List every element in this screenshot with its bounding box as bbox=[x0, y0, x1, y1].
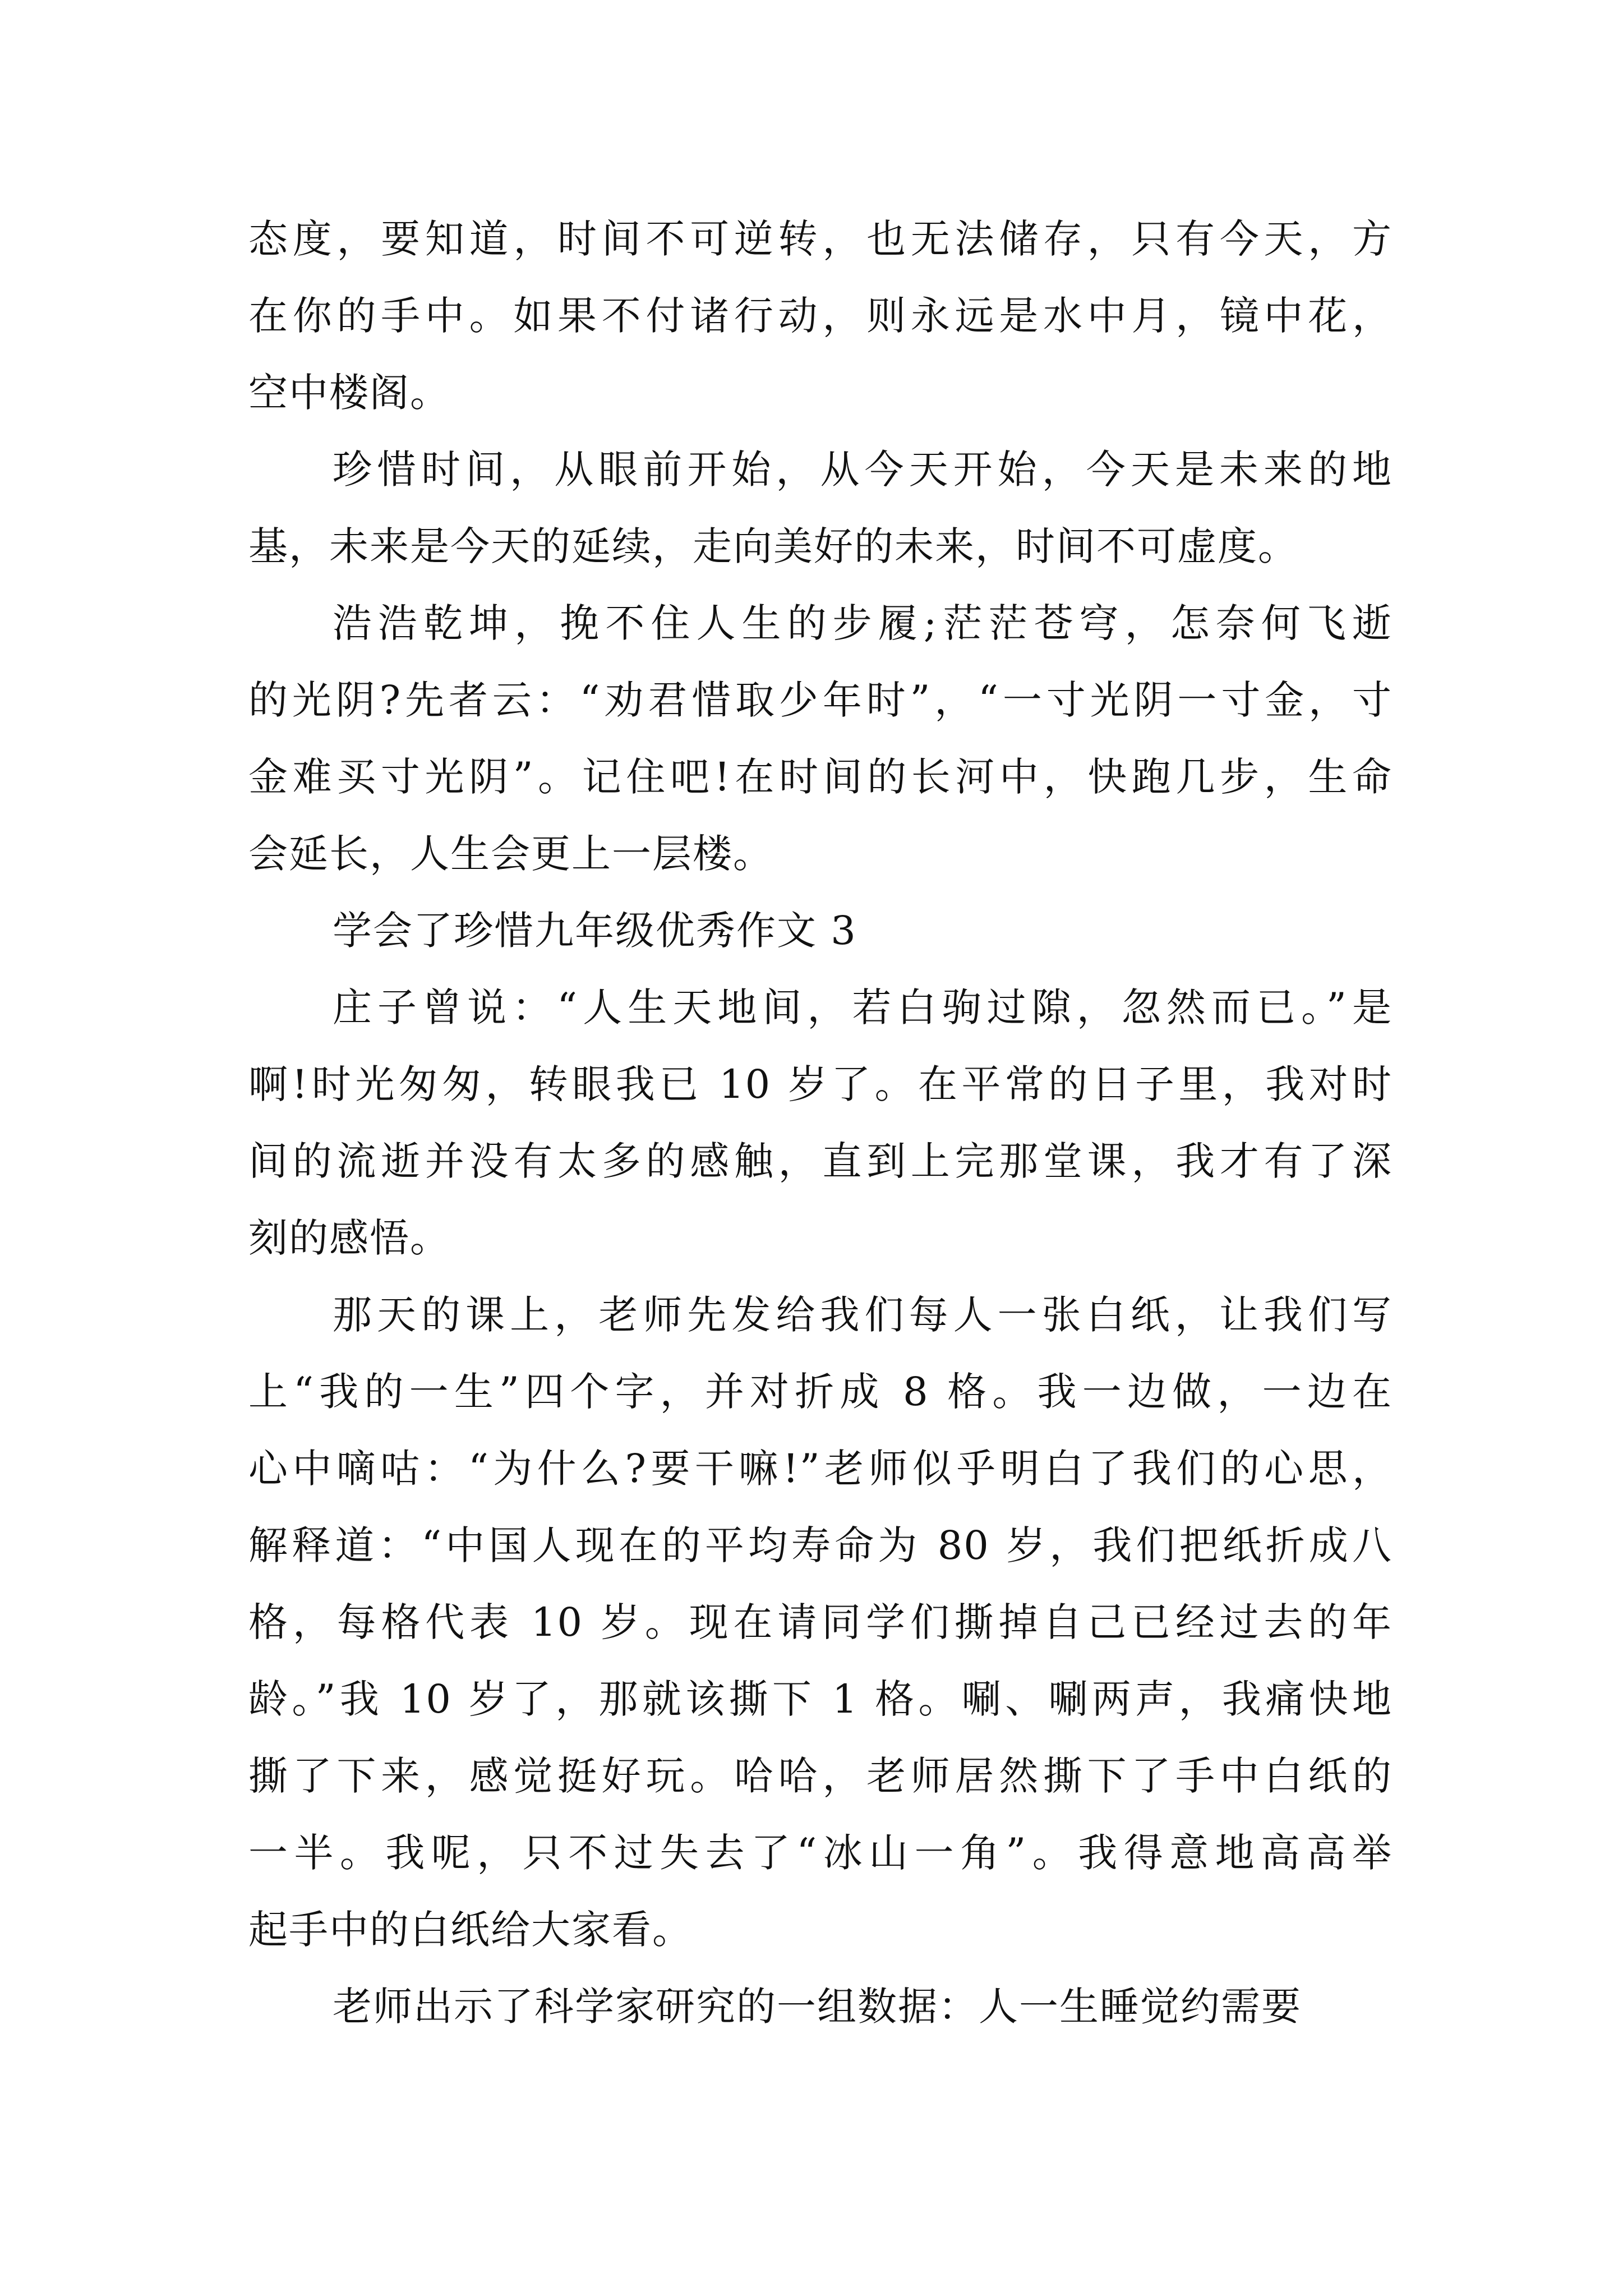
text-line: 刻的感悟。 bbox=[248, 1215, 450, 1261]
text-line: 解释道：“中国人现在的平均寿命为 80 岁，我们把纸折成八 bbox=[248, 1522, 1393, 1568]
paragraph bbox=[248, 585, 1393, 892]
paragraph bbox=[248, 1277, 1393, 1968]
text-line: 心中嘀咕：“为什么?要干嘛!”老师似乎明白了我们的心思， bbox=[248, 1446, 1393, 1492]
text-line: 老师出示了科学家研究的一组数据：人一生睡觉约需要 bbox=[333, 1984, 1302, 2030]
body-text bbox=[248, 201, 1393, 2045]
text-line: 浩浩乾坤，挽不住人生的步履;茫茫苍穹，怎奈何飞逝 bbox=[333, 600, 1393, 646]
text-line: 间的流逝并没有太多的感触，直到上完那堂课，我才有了深 bbox=[248, 1138, 1393, 1184]
text-line: 的光阴?先者云：“劝君惜取少年时”，“一寸光阴一寸金，寸 bbox=[248, 677, 1393, 723]
paragraph bbox=[248, 1968, 1393, 2045]
text-line: 一半。我呢，只不过失去了“冰山一角”。我得意地高高举 bbox=[248, 1830, 1393, 1876]
text-line: 基，未来是今天的延续，走向美好的未来，时间不可虚度。 bbox=[248, 523, 1298, 569]
text-line: 珍惜时间，从眼前开始，从今天开始，今天是未来的地 bbox=[333, 447, 1393, 493]
text-line: 那天的课上，老师先发给我们每人一张白纸，让我们写 bbox=[333, 1292, 1393, 1338]
text-line: 庄子曾说：“人生天地间，若白驹过隙，忽然而已。”是 bbox=[333, 984, 1393, 1030]
section-heading bbox=[248, 892, 1393, 969]
text-line: 金难买寸光阴”。记住吧!在时间的长河中，快跑几步，生命 bbox=[248, 754, 1393, 800]
paragraph bbox=[248, 969, 1393, 1277]
text-line: 起手中的白纸给大家看。 bbox=[248, 1907, 693, 1953]
text-line: 在你的手中。如果不付诸行动，则永远是水中月，镜中花， bbox=[248, 293, 1393, 339]
heading-line: 学会了珍惜九年级优秀作文 3 bbox=[333, 908, 857, 954]
paragraph bbox=[248, 201, 1393, 431]
text-line: 上“我的一生”四个字，并对折成 8 格。我一边做，一边在 bbox=[248, 1369, 1393, 1415]
text-line: 撕了下来，感觉挺好玩。哈哈，老师居然撕下了手中白纸的 bbox=[248, 1753, 1393, 1799]
text-line: 态度，要知道，时间不可逆转，也无法储存，只有今天，方 bbox=[248, 216, 1393, 262]
paragraph bbox=[248, 431, 1393, 585]
text-line: 会延长，人生会更上一层楼。 bbox=[248, 831, 773, 877]
text-line: 空中楼阁。 bbox=[248, 370, 450, 416]
text-line: 啊!时光匆匆，转眼我已 10 岁了。在平常的日子里，我对时 bbox=[248, 1061, 1393, 1107]
text-line: 格，每格代表 10 岁。现在请同学们撕掉自己已经过去的年 bbox=[248, 1599, 1393, 1645]
text-line: 龄。”我 10 岁了，那就该撕下 1 格。唰、唰两声，我痛快地 bbox=[248, 1676, 1393, 1722]
